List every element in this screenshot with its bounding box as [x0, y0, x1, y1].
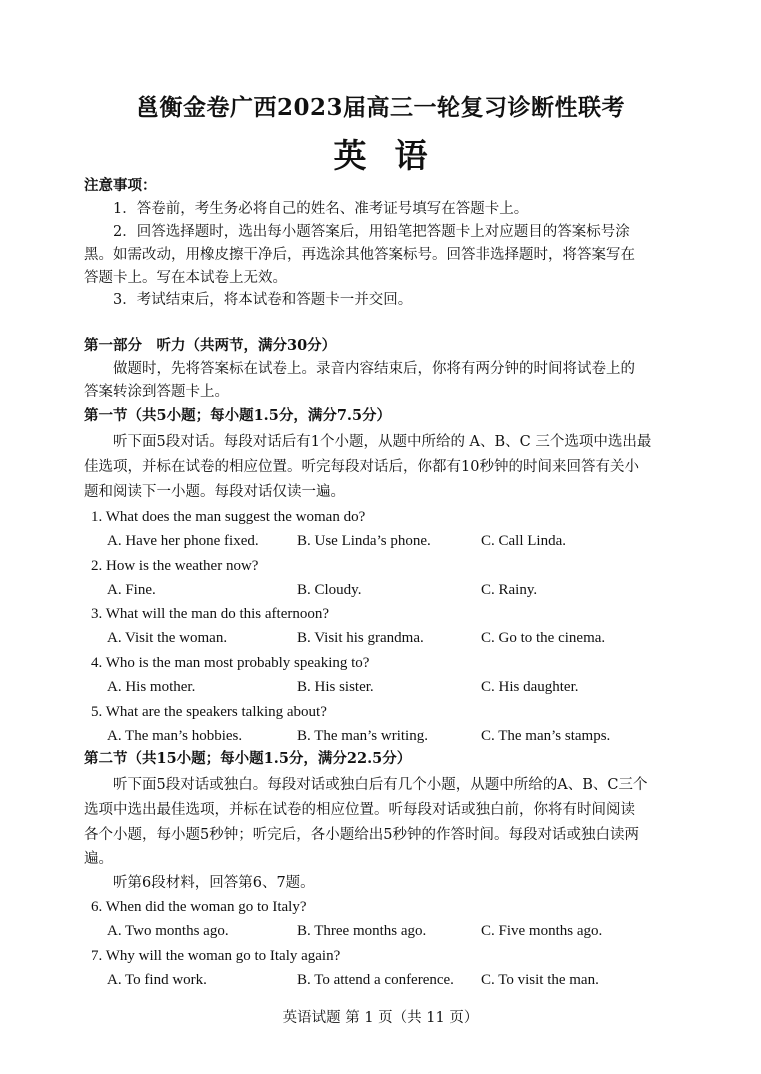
section2-intro: 遍。 [84, 851, 113, 867]
option-b: B. His sister. [297, 679, 374, 695]
exam-title: 邕衡金卷广西2023届高三一轮复习诊断性联考 [135, 94, 625, 121]
notice-heading: 注意事项： [84, 177, 157, 194]
option-a: A. Fine. [107, 582, 156, 598]
option-b: B. The man’s writing. [297, 728, 428, 744]
part1-intro: 答案转涂到答题卡上。 [84, 384, 229, 400]
question-stem: 6. When did the woman go to Italy? [91, 899, 307, 915]
subject-title: 英语 [333, 136, 456, 175]
option-b: B. Three months ago. [297, 923, 427, 939]
option-a: A. The man’s hobbies. [107, 728, 243, 744]
material-note: 听第6段材料，回答第6、7题。 [113, 875, 315, 891]
option-b: B. Visit his grandma. [297, 630, 424, 646]
option-b: B. Cloudy. [297, 582, 362, 598]
option-a: A. To find work. [107, 972, 207, 988]
section1-intro: 佳选项，并标在试卷的相应位置。听完每段对话后，你都有10秒钟的时间来回答有关小 [84, 459, 639, 475]
option-c: C. The man’s stamps. [481, 728, 611, 744]
question-stem: 1. What does the man suggest the woman do? [91, 509, 366, 525]
notice-line: 1．答卷前，考生务必将自己的姓名、准考证号填写在答题卡上。 [113, 201, 529, 217]
option-a: A. His mother. [107, 679, 196, 695]
option-c: C. To visit the man. [481, 972, 599, 988]
option-a: A. Have her phone fixed. [107, 533, 259, 549]
question-stem: 4. Who is the man most probably speaking to? [91, 655, 370, 671]
option-c: C. Five months ago. [481, 923, 603, 939]
option-c: C. Rainy. [481, 582, 538, 598]
notice-line: 3．考试结束后，将本试卷和答题卡一并交回。 [113, 292, 413, 308]
notice-line: 2．回答选择题时，选出每小题答案后，用铅笔把答题卡上对应题目的答案标号涂 [113, 224, 630, 240]
section2-intro: 听下面5段对话或独白。每段对话或独白后有几个小题，从题中所给的A、B、C三个 [113, 777, 648, 793]
option-b: B. To attend a conference. [297, 972, 454, 988]
section1-intro: 题和阅读下一小题。每段对话仅读一遍。 [84, 484, 345, 500]
section1-heading: 第一节（共5小题；每小题1.5分，满分7.5分） [84, 407, 392, 424]
question-stem: 7. Why will the woman go to Italy again? [91, 948, 341, 964]
part1-heading: 第一部分 听力（共两节，满分30分） [84, 337, 337, 354]
option-a: A. Two months ago. [107, 923, 229, 939]
section1-intro: 听下面5段对话。每段对话后有1个小题，从题中所给的 A、B、C 三个选项中选出最 [113, 434, 652, 450]
notice-line: 黑。如需改动，用橡皮擦干净后，再选涂其他答案标号。回答非选择题时，将答案写在 [84, 247, 635, 263]
option-b: B. Use Linda’s phone. [297, 533, 431, 549]
section2-heading: 第二节（共15小题；每小题1.5分，满分22.5分） [84, 750, 412, 767]
option-a: A. Visit the woman. [107, 630, 228, 646]
option-c: C. Go to the cinema. [481, 630, 606, 646]
section2-intro: 选项中选出最佳选项，并标在试卷的相应位置。听每段对话或独白前，你将有时间阅读 [84, 802, 635, 818]
part1-intro: 做题时，先将答案标在试卷上。录音内容结束后，你将有两分钟的时间将试卷上的 [113, 361, 635, 377]
question-stem: 5. What are the speakers talking about? [91, 704, 327, 720]
page-footer: 英语试题 第 1 页（共 11 页） [282, 1010, 479, 1026]
question-stem: 2. How is the weather now? [91, 558, 259, 574]
option-c: C. His daughter. [481, 679, 579, 695]
section2-intro: 各个小题，每小题5秒钟；听完后，各小题给出5秒钟的作答时间。每段对话或独白读两 [84, 827, 639, 843]
notice-line: 答题卡上。写在本试卷上无效。 [84, 270, 287, 286]
option-c: C. Call Linda. [481, 533, 566, 549]
question-stem: 3. What will the man do this afternoon? [91, 606, 330, 622]
